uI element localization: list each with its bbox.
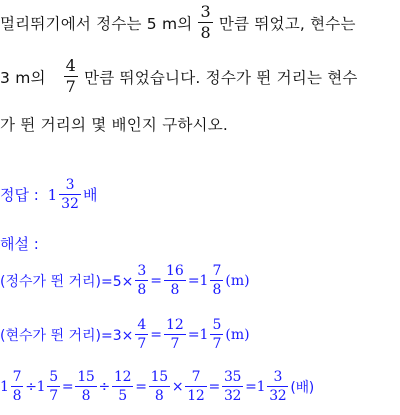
fraction xyxy=(47,370,60,403)
fraction xyxy=(164,318,186,351)
expression-text: 1 xyxy=(0,378,9,395)
denominator: 12 xyxy=(187,388,205,404)
fraction xyxy=(198,4,212,41)
answer-fraction xyxy=(59,178,81,211)
explanation-line-2 xyxy=(0,318,250,351)
fraction xyxy=(11,370,24,403)
fraction xyxy=(64,58,78,95)
denominator: 8 xyxy=(12,388,22,404)
numerator: 16 xyxy=(166,263,184,279)
expression-text: =1 xyxy=(245,378,266,395)
question-text: 멀리뛰기에서 정수는 5 m의 xyxy=(0,14,193,33)
operator: = xyxy=(135,378,147,395)
fraction xyxy=(222,370,243,403)
denominator: 8 xyxy=(200,23,211,42)
explanation-label: 해설 : xyxy=(0,235,39,253)
operator: = xyxy=(150,272,162,289)
numerator: 15 xyxy=(77,369,95,385)
denominator: 8 xyxy=(81,388,91,404)
numerator: 35 xyxy=(223,369,242,385)
numerator: 15 xyxy=(150,369,168,385)
operator: = xyxy=(208,378,220,395)
denominator: 8 xyxy=(154,388,164,404)
denominator: 8 xyxy=(170,282,180,298)
denominator: 8 xyxy=(212,282,222,298)
operator: = xyxy=(61,378,74,395)
question-text: 3 m의 xyxy=(0,68,46,87)
denominator: 32 xyxy=(269,388,287,404)
unit: (배) xyxy=(290,379,314,396)
answer-label: 정답 : xyxy=(0,186,44,204)
numerator: 4 xyxy=(65,56,77,75)
fraction xyxy=(112,370,133,403)
denominator: 7 xyxy=(212,336,222,352)
numerator: 12 xyxy=(113,369,132,385)
numerator: 3 xyxy=(65,177,75,193)
question-line-1 xyxy=(0,4,356,41)
numerator: 3 xyxy=(273,369,283,385)
explanation-line-3 xyxy=(0,370,314,403)
explanation-label-line xyxy=(0,233,39,254)
denominator: 7 xyxy=(49,388,58,404)
denominator: 32 xyxy=(61,196,79,212)
explanation-line-1 xyxy=(0,264,250,297)
fraction xyxy=(185,370,206,403)
unit: (m) xyxy=(225,326,250,343)
fraction xyxy=(267,370,288,403)
operator: × xyxy=(171,378,184,395)
denominator: 32 xyxy=(223,388,242,404)
question-text: 만큼 뛰었습니다. 정수가 뛴 거리는 현수 xyxy=(84,68,358,87)
numerator: 5 xyxy=(49,369,58,385)
denominator: 8 xyxy=(137,282,147,298)
fraction xyxy=(210,264,223,297)
numerator: 7 xyxy=(212,263,222,279)
expression-text: =1 xyxy=(187,326,209,343)
answer-unit: 배 xyxy=(82,186,98,204)
fraction xyxy=(135,318,148,351)
numerator: 4 xyxy=(137,317,147,333)
question-line-3 xyxy=(0,113,228,135)
expression-text: (정수가 뛴 거리)=5× xyxy=(0,273,134,290)
denominator: 7 xyxy=(170,336,180,352)
fraction xyxy=(75,370,96,403)
numerator: 7 xyxy=(12,369,22,385)
answer-whole: 1 xyxy=(47,185,58,204)
unit: (m) xyxy=(225,272,250,289)
expression-text: =1 xyxy=(187,272,209,289)
operator: ÷ xyxy=(98,378,110,395)
denominator: 7 xyxy=(65,77,77,96)
answer-line xyxy=(0,178,97,211)
fraction xyxy=(149,370,170,403)
fraction xyxy=(164,264,186,297)
numerator: 7 xyxy=(191,369,201,385)
numerator: 3 xyxy=(200,2,211,21)
operator: = xyxy=(150,326,162,343)
question-text: 만큼 뛰었고, 현수는 xyxy=(218,14,356,33)
denominator: 5 xyxy=(118,388,127,404)
question-text: 가 뛴 거리의 몇 배인지 구하시오. xyxy=(0,116,229,134)
question-line-2 xyxy=(0,58,358,95)
numerator: 5 xyxy=(212,317,222,333)
numerator: 12 xyxy=(166,317,184,333)
numerator: 3 xyxy=(137,263,147,279)
expression-text: (현수가 뛴 거리)=3× xyxy=(0,327,134,344)
fraction xyxy=(210,318,223,351)
operator: ÷1 xyxy=(25,378,46,395)
fraction xyxy=(135,264,148,297)
denominator: 7 xyxy=(137,336,147,352)
